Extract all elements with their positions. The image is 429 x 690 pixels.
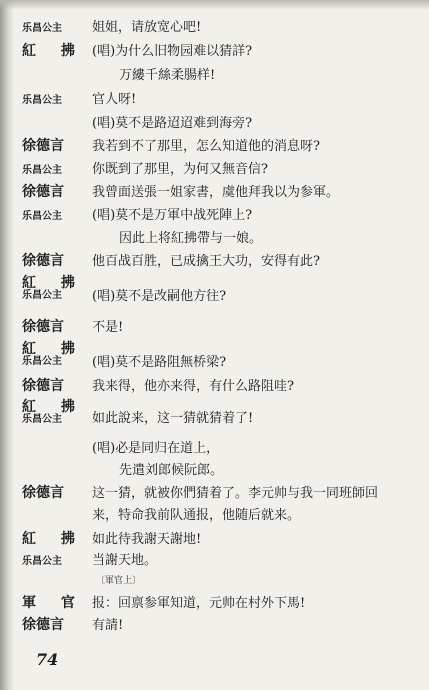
speaker-label <box>22 275 85 302</box>
speaker-label: 徐德言 <box>22 253 64 269</box>
script-line <box>0 375 429 399</box>
script-line <box>0 112 429 136</box>
speaker-label: 紅 拂 <box>22 43 85 59</box>
dialogue-text: 如此待我謝天謝地! <box>92 532 202 547</box>
dialogue-text: 先遣刘郎候阮郎。 <box>119 463 224 478</box>
script-line <box>0 592 429 616</box>
script-line <box>0 482 429 506</box>
script-line <box>0 40 429 64</box>
speaker-name: 紅 拂 <box>22 341 85 357</box>
dialogue-text: 当謝天地。 <box>92 553 158 568</box>
speaker-label: 乐昌公主 <box>22 211 62 222</box>
script-line <box>0 250 429 274</box>
dialogue-text: 万縷千絲柔腸样! <box>119 68 216 83</box>
speaker-label: 徐德言 <box>22 485 64 501</box>
dialogue-text: 姐姐，请放宽心吧! <box>92 20 202 35</box>
dialogue-text: 他百战百胜，已成擒王大功，安得有此? <box>92 254 320 269</box>
speaker-label: 徐德言 <box>22 319 64 335</box>
script-line <box>0 204 429 228</box>
speaker-name-secondary: 乐昌公主 <box>22 290 62 301</box>
speaker-label: 乐昌公主 <box>22 556 62 567</box>
script-line <box>0 342 429 376</box>
page-number: 74 <box>36 650 59 669</box>
dialogue-text: (唱)莫不是改嗣他方往? <box>92 289 227 304</box>
stage-direction-text: 〔軍官上〕 <box>96 576 142 586</box>
speaker-name: 紅 拂 <box>22 399 85 415</box>
speaker-name-secondary: 乐昌公主 <box>22 414 62 425</box>
script-line <box>0 614 429 638</box>
dialogue-text: (唱)莫不是路阻無桥梁? <box>92 355 227 370</box>
dialogue-text: 因此上将紅拂帶与一娘。 <box>119 231 263 246</box>
script-line <box>0 181 429 205</box>
script-line <box>0 400 429 434</box>
script-line <box>0 504 429 528</box>
speaker-label: 乐昌公主 <box>22 23 62 34</box>
script-line <box>0 459 429 483</box>
speaker-name-secondary: 乐昌公主 <box>22 356 62 367</box>
script-line <box>0 135 429 159</box>
speaker-label: 乐昌公主 <box>22 95 62 106</box>
speaker-label: 徐德言 <box>22 378 64 394</box>
script-line <box>0 276 429 310</box>
speaker-name: 紅 拂 <box>22 275 85 291</box>
dialogue-text: (唱)莫不是路迢迢难到海旁? <box>92 116 253 131</box>
dialogue-text: 我若到不了那里，怎么知道他的消息呀? <box>92 139 320 154</box>
speaker-label: 乐昌公主 <box>22 165 62 176</box>
dialogue-text: 我来得，他亦来得，有什么路阻哇? <box>92 379 294 394</box>
speaker-label: 徐德言 <box>22 184 64 200</box>
script-line <box>0 64 429 88</box>
speaker-label: 徐德言 <box>22 617 64 633</box>
stage-direction <box>0 573 429 589</box>
script-line <box>0 549 429 573</box>
dialogue-text: (唱)莫不是万軍中战死陣上? <box>92 208 253 223</box>
dialogue-text: 这一猜，就被你們猜着了。李元帅与我一同班師回 <box>92 486 379 501</box>
script-line <box>0 227 429 251</box>
dialogue-text: 来，特命我前队通报，他随后就来。 <box>92 508 301 523</box>
dialogue-text: 报：回禀参軍知道，元帅在村外下馬! <box>92 596 306 611</box>
dialogue-text: 有請! <box>92 618 124 633</box>
speaker-label <box>22 399 85 426</box>
page-top-shadow <box>0 0 429 10</box>
script-line <box>0 88 429 112</box>
speaker-label <box>22 341 85 368</box>
dialogue-text: (唱)必是同归在道上， <box>92 441 220 456</box>
dialogue-text: 你既到了那里，为何又無音信? <box>92 162 268 177</box>
speaker-label: 徐德言 <box>22 138 64 154</box>
script-line <box>0 158 429 182</box>
speaker-label: 紅 拂 <box>22 531 85 547</box>
script-line <box>0 316 429 340</box>
dialogue-text: 官人呀! <box>92 92 137 107</box>
speaker-label: 軍 官 <box>22 595 85 611</box>
dialogue-text: 不是! <box>92 320 124 335</box>
dialogue-text: 我曾面送張一姐家書，虞他拜我以为参軍。 <box>92 185 340 200</box>
dialogue-text: (唱)为什么旧物园难以猜詳? <box>92 44 253 59</box>
script-line <box>0 437 429 461</box>
dialogue-text: 如此說来，这一猜就猜着了! <box>92 411 254 426</box>
script-line <box>0 16 429 40</box>
